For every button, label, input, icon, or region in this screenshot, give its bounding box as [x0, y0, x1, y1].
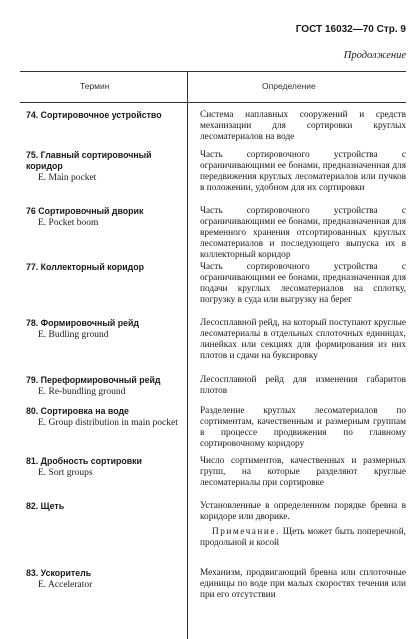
term-name: 74. Сортировочное устройство [26, 110, 162, 120]
term-definition: Механизм, продвигающий бревна или сплоточные единицы по воде при малых скоростях течения или при его отсутствии [200, 568, 406, 600]
table-top-rule [20, 71, 406, 72]
table-header-rule [20, 102, 406, 103]
term-english: E. Main pocket [38, 173, 97, 183]
term-english: E. Sort groups [38, 468, 93, 478]
term-definition: Число сортиментов, качественных и размерных групп, на которые разделяют круглые лесоматериалы при сортировке [200, 456, 406, 488]
term-name: 78. Формировочный рейд [26, 318, 139, 328]
term-definition: Система наплавных сооружений и средств механизации для сортировки круглых лесоматериалов на воде [200, 110, 406, 142]
term-name: 83. Ускоритель [26, 568, 92, 578]
term-definition: Установленные в определенном порядке бревна в коридоре или дворике. [200, 501, 406, 522]
term-name: 76 Сортировочный дворик [26, 206, 144, 216]
page-header: ГОСТ 16032—70 Стр. 9 [295, 24, 406, 35]
term-name: 80. Сортировка на воде [26, 406, 129, 416]
term-definition: Разделение круглых лесоматериалов по сортиментам, качественным и размерным группам в процессе продвижения по главному сортировочному коридору [200, 406, 406, 449]
term-definition: Часть сортировочного устройства с ограничивающими ее бонами, предназначенная для подачи круглых лесоматериалов на сплотку, погрузку в суда или выгрузку на берег [200, 262, 406, 305]
term-name: 79. Переформировочный рейд [26, 375, 161, 385]
term-name: 81. Дробность сортировки [26, 456, 142, 466]
column-title-term: Термин [80, 81, 110, 91]
term-english: E. Budling ground [38, 330, 109, 340]
term-note [200, 527, 406, 549]
term-name: 75. Главный сортировочный коридор [26, 150, 152, 171]
term-definition: Часть сортировочного устройства с ограничивающими ее бонами, предназначенная для передвижения круглых лесоматериалов или пучков в положении, удобном для их сортировки [200, 150, 406, 193]
continuation-label: Продолжение [343, 50, 406, 61]
term-english: E. Accelerator [38, 580, 93, 590]
term-name: 77. Коллекторный коридор [26, 262, 144, 272]
term-english: E. Group distribution in main pocket [38, 418, 178, 428]
column-divider [187, 71, 188, 639]
note-lead: Примечание. [212, 527, 280, 537]
term-name: 82. Щеть [26, 501, 65, 511]
term-definition: Лесосплавной рейд для изменения габаритов плотов [200, 375, 406, 396]
term-english: E. Re-bundling ground [38, 387, 126, 397]
term-definition: Лесосплавной рейд, на который поступают круглые лесоматериалы в отдельных сплоточных единицах, линейках или секциях для формирования из них плотов и сдачи на буксировку [200, 318, 406, 361]
term-definition: Часть сортировочного устройства с ограничивающими ее бонами, предназначенная для временного хранения отсортированных круглых лесоматериалов и последующего выпуска их в коллекторный коридор [200, 206, 406, 260]
note-text: Щеть может быть поперечной, продольной и косой [200, 527, 406, 548]
term-english: E. Pocket boom [38, 218, 99, 228]
column-title-definition: Определение [262, 81, 316, 91]
